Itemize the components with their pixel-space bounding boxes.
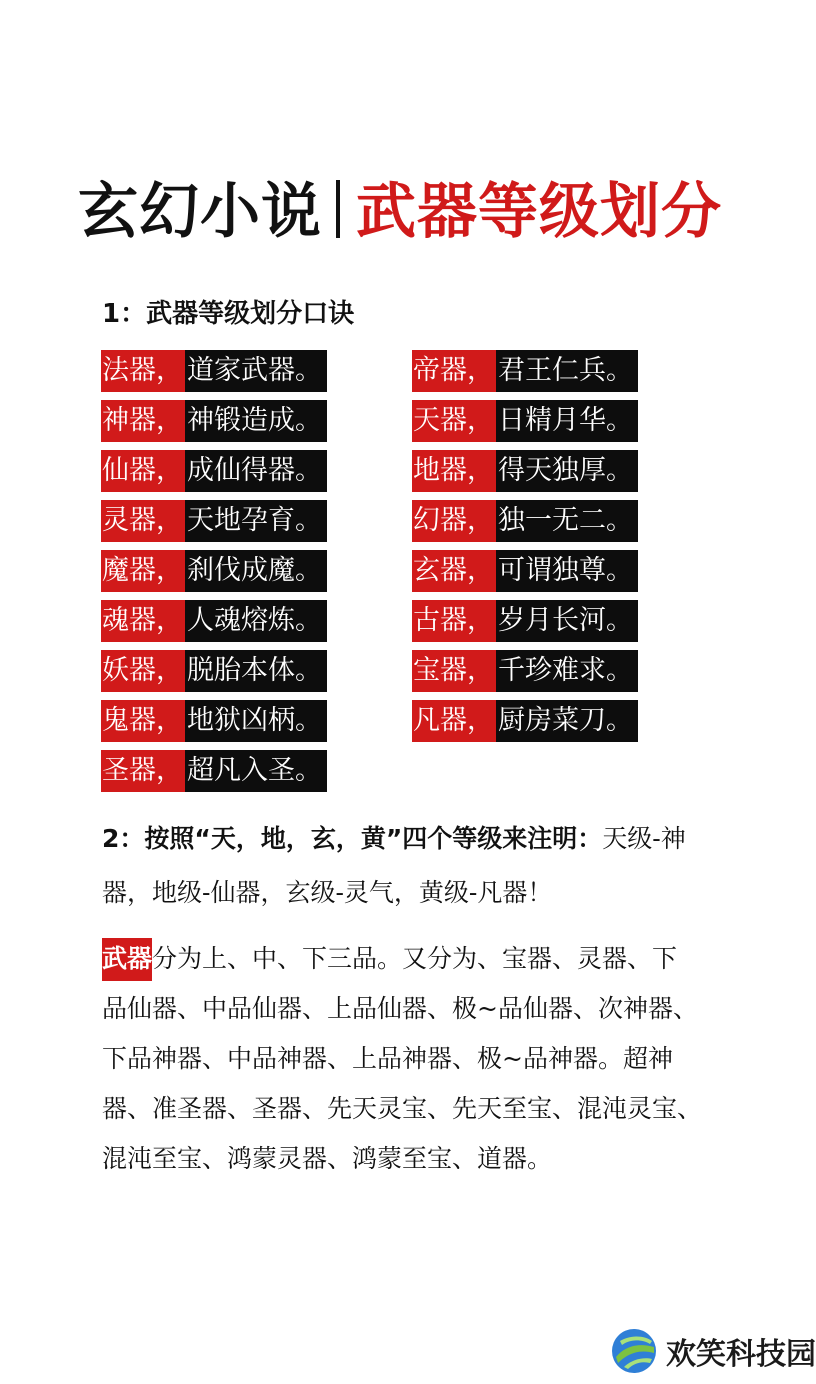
weapon-grades-paragraph	[102, 934, 702, 1184]
weapon-row	[101, 350, 327, 392]
weapon-name: 天器，	[412, 400, 496, 442]
weapon-desc: 得天独厚。	[496, 450, 638, 492]
weapon-desc: 刹伐成魔。	[185, 550, 327, 592]
weapon-desc: 天地孕育。	[185, 500, 327, 542]
title-part1: 玄幻小说	[78, 177, 322, 247]
weapon-desc: 独一无二。	[496, 500, 638, 542]
weapon-row	[412, 550, 638, 592]
section2-heading: 2：按照“天，地，玄，黄”四个等级来注明：	[102, 824, 603, 853]
weapon-name: 玄器，	[412, 550, 496, 592]
weapon-name: 宝器，	[412, 650, 496, 692]
weapon-name: 凡器，	[412, 700, 496, 742]
weapon-row	[101, 750, 327, 792]
watermark	[610, 1326, 816, 1376]
weapon-row	[412, 600, 638, 642]
weapon-name: 灵器，	[101, 500, 185, 542]
watermark-text: 欢笑科技园	[666, 1337, 816, 1372]
weapon-row	[101, 450, 327, 492]
weapon-row	[412, 450, 638, 492]
weapon-name: 魔器，	[101, 550, 185, 592]
weapon-name: 帝器，	[412, 350, 496, 392]
weapon-list-left	[101, 350, 327, 800]
weapon-desc: 日精月华。	[496, 400, 638, 442]
weapon-name: 地器，	[412, 450, 496, 492]
weapon-row	[101, 500, 327, 542]
weapon-desc: 道家武器。	[185, 350, 327, 392]
weapon-desc: 厨房菜刀。	[496, 700, 638, 742]
paragraph-text: 分为上、中、下三品。又分为、宝器、灵器、下品仙器、中品仙器、上品仙器、极~品仙器、次神器、下品神器、中品神器、上品神器、极~品神器。超神器、准圣器、圣器、先天灵宝、先天至宝、混沌灵宝、混沌至宝、鸿蒙灵器、鸿蒙至宝、道器。	[102, 944, 703, 1173]
section2-body: 天级-神器，地级-仙器，玄级-灵气，黄级-凡器！	[102, 824, 686, 907]
weapon-row	[101, 550, 327, 592]
weapon-name: 圣器，	[101, 750, 185, 792]
weapon-name: 古器，	[412, 600, 496, 642]
weapon-row	[101, 400, 327, 442]
weapon-desc: 可谓独尊。	[496, 550, 638, 592]
weapon-desc: 神锻造成。	[185, 400, 327, 442]
weapon-row	[101, 700, 327, 742]
weapon-row	[412, 500, 638, 542]
weapon-desc: 脱胎本体。	[185, 650, 327, 692]
highlight-tag: 武器	[102, 938, 152, 981]
globe-logo-icon	[610, 1327, 658, 1375]
title-separator	[336, 180, 340, 238]
weapon-name: 法器，	[101, 350, 185, 392]
weapon-row	[101, 650, 327, 692]
weapon-name: 仙器，	[101, 450, 185, 492]
weapon-desc: 人魂熔炼。	[185, 600, 327, 642]
weapon-desc: 君王仁兵。	[496, 350, 638, 392]
weapon-desc: 千珍难求。	[496, 650, 638, 692]
page-title	[0, 172, 800, 252]
weapon-name: 魂器，	[101, 600, 185, 642]
weapon-row	[412, 650, 638, 692]
weapon-desc: 成仙得器。	[185, 450, 327, 492]
weapon-desc: 地狱凶柄。	[185, 700, 327, 742]
weapon-name: 鬼器，	[101, 700, 185, 742]
weapon-name: 妖器，	[101, 650, 185, 692]
weapon-list-right	[412, 350, 638, 750]
weapon-row	[412, 350, 638, 392]
title-part2: 武器等级划分	[356, 177, 722, 247]
weapon-row	[101, 600, 327, 642]
weapon-name: 神器，	[101, 400, 185, 442]
section2-text	[102, 812, 702, 920]
weapon-row	[412, 700, 638, 742]
weapon-row	[412, 400, 638, 442]
weapon-name: 幻器，	[412, 500, 496, 542]
weapon-desc: 超凡入圣。	[185, 750, 327, 792]
weapon-desc: 岁月长河。	[496, 600, 638, 642]
section1-heading: 1：武器等级划分口诀	[102, 299, 355, 329]
